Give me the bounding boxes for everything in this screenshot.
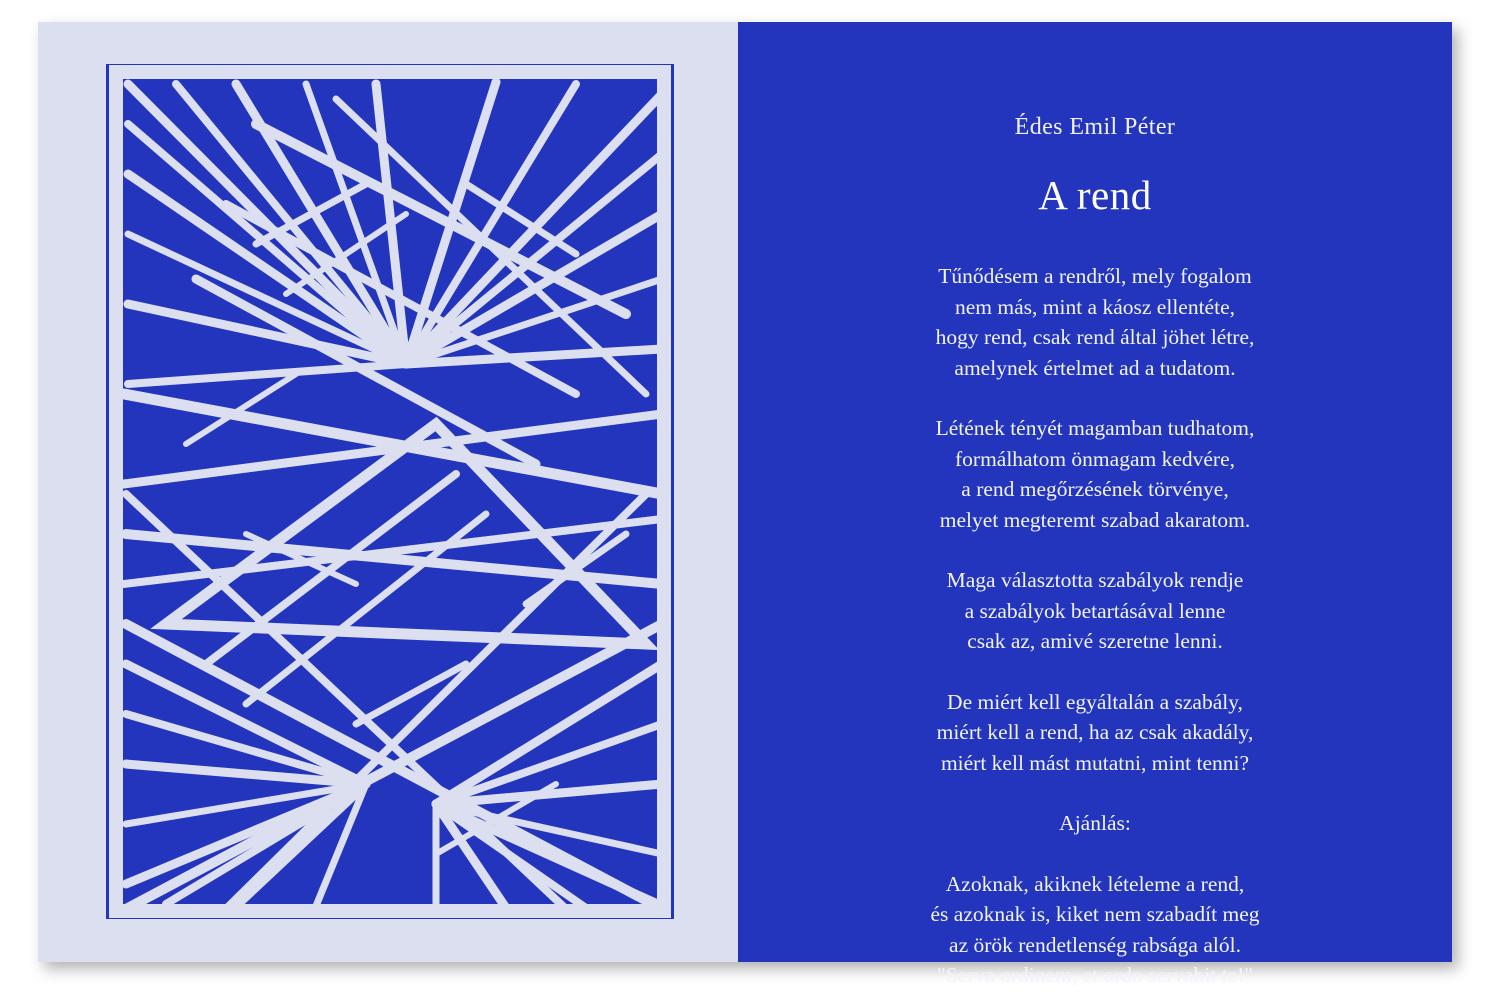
poem-body [738, 261, 1452, 991]
poem-line: hogy rend, csak rend által jöhet létre, [935, 325, 1255, 349]
artwork-image [106, 64, 674, 919]
poem-stanza [738, 687, 1452, 779]
poem-line: melyet megteremt szabad akaratom. [939, 507, 1251, 532]
book-spread [38, 22, 1452, 987]
poem-line: Maga választotta szabályok rendje [946, 568, 1244, 592]
dedication-line: az örök rendetlenség rabsága alól. [949, 932, 1241, 957]
poem-title: A rend [1038, 172, 1152, 218]
dedication-line: és azoknak is, kiket nem szabadít meg [930, 902, 1260, 926]
dedication-stanza [738, 869, 1452, 991]
poem-line: Tűnődésem a rendről, mely fogalom [938, 264, 1252, 288]
author-name: Édes Emil Péter [1014, 114, 1176, 140]
poem-line: miért kell a rend, ha az csak akadály, [936, 720, 1254, 744]
poem-line: a rend megőrzésének törvénye, [961, 477, 1229, 501]
right-page [738, 22, 1452, 987]
poem-line: amelynek értelmet ad a tudatom. [954, 355, 1236, 380]
poem-line: formálhatom önmagam kedvére, [955, 446, 1235, 471]
left-page [38, 22, 738, 962]
poem-line: nem más, mint a káosz ellentéte, [954, 294, 1235, 319]
poem-stanza [738, 565, 1452, 657]
poem-line: miért kell mást mutatni, mint tenni? [940, 750, 1250, 775]
poem-stanza [738, 261, 1452, 383]
poem-line: De miért kell egyáltalán a szabály, [947, 689, 1243, 714]
poem-stanza [738, 413, 1452, 535]
dedication-label: Ajánlás: [1059, 811, 1131, 835]
poem-line: csak az, amivé szeretne lenni. [967, 629, 1223, 653]
poem-line: a szabályok betartásával lenne [964, 598, 1226, 623]
poem-line: Létének tényét magamban tudhatom, [935, 416, 1255, 440]
dedication-line: "Serva ordinem, et ordo servabit te!" [936, 963, 1254, 987]
dedication-line: Azoknak, akiknek lételeme a rend, [945, 871, 1245, 896]
